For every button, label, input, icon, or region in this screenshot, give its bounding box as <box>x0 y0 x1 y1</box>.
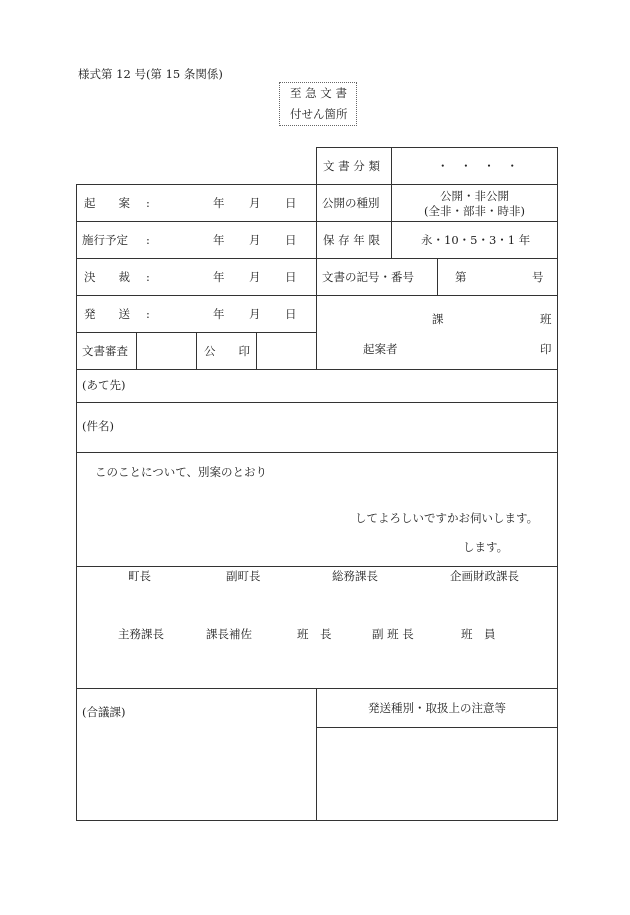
draft-label: 起 案 <box>84 196 130 210</box>
section-label: 課 <box>432 312 444 326</box>
disclosure-value: 公開・非公開 <box>440 189 509 203</box>
day-label: 日 <box>285 270 297 284</box>
approver-responsible-chief: 主務課長 <box>118 627 164 641</box>
year-label: 年 <box>213 307 225 321</box>
body-line-2: してよろしいですかお伺いします。 <box>355 511 539 525</box>
line <box>557 147 558 820</box>
body-line-3: します。 <box>463 540 509 554</box>
year-label: 年 <box>213 196 225 210</box>
line <box>76 402 558 403</box>
line <box>76 184 77 820</box>
classification-label: 文 書 分 類 <box>323 159 380 173</box>
colon: : <box>146 270 150 284</box>
official-seal-label: 公 印 <box>204 344 250 358</box>
line <box>76 820 558 821</box>
line <box>76 369 558 370</box>
approver-deputy-team-leader: 副 班 長 <box>372 627 414 641</box>
line <box>76 452 558 453</box>
line <box>136 332 137 369</box>
disclosure-label: 公開の種別 <box>322 196 380 210</box>
doc-number-suffix: 号 <box>532 270 544 284</box>
line <box>76 221 558 222</box>
line <box>316 147 317 369</box>
day-label: 日 <box>285 233 297 247</box>
day-label: 日 <box>285 307 297 321</box>
day-label: 日 <box>285 196 297 210</box>
approver-mayor: 町長 <box>128 569 151 583</box>
approver-team-member: 班 員 <box>461 627 496 641</box>
urgent-document-tag <box>279 82 357 126</box>
approver-general-affairs-chief: 総務課長 <box>332 569 378 583</box>
urgent-label: 至 急 文 書 <box>290 86 347 100</box>
line <box>76 688 558 689</box>
notes-label: 発送種別・取扱上の注意等 <box>368 701 506 715</box>
decision-label: 決 裁 <box>84 270 130 284</box>
colon: : <box>146 233 150 247</box>
doc-number-prefix: 第 <box>455 270 467 284</box>
colon: : <box>146 196 150 210</box>
classification-value: ・ ・ ・ ・ <box>437 159 522 173</box>
form-number: 様式第 12 号(第 15 条関係) <box>78 67 223 81</box>
drafter-label: 起案者 <box>363 342 398 356</box>
line <box>437 258 438 295</box>
line <box>316 147 558 148</box>
body-line-1: このことについて、別案のとおり <box>95 465 268 479</box>
line <box>76 295 558 296</box>
consultation-label: (合議課) <box>82 705 126 719</box>
approver-planning-finance-chief: 企画財政課長 <box>450 569 519 583</box>
line <box>256 332 257 369</box>
line <box>76 184 558 185</box>
month-label: 月 <box>249 196 261 210</box>
disclosure-detail: (全非・部非・時非) <box>424 204 525 218</box>
doc-number-label: 文書の記号・番号 <box>322 270 414 284</box>
approver-deputy-mayor: 副町長 <box>226 569 261 583</box>
line <box>196 332 197 369</box>
month-label: 月 <box>249 307 261 321</box>
month-label: 月 <box>249 233 261 247</box>
line <box>316 727 558 728</box>
approver-assistant-chief: 課長補佐 <box>206 627 252 641</box>
colon: : <box>146 307 150 321</box>
line <box>76 566 558 567</box>
tag-location-label: 付せん箇所 <box>290 107 348 121</box>
approver-team-leader: 班 長 <box>297 627 332 641</box>
review-label: 文書審査 <box>82 344 128 358</box>
addressee-label: (あて先) <box>82 378 126 392</box>
year-label: 年 <box>213 233 225 247</box>
subject-label: (件名) <box>82 419 114 433</box>
retention-value: 永・10・5・3・1 年 <box>421 233 531 247</box>
dispatch-label: 発 送 <box>84 307 130 321</box>
year-label: 年 <box>213 270 225 284</box>
team-label: 班 <box>540 312 552 326</box>
month-label: 月 <box>249 270 261 284</box>
retention-label: 保 存 年 限 <box>323 233 380 247</box>
enforce-label: 施行予定 <box>82 233 128 247</box>
line <box>76 258 558 259</box>
seal-label: 印 <box>540 342 552 356</box>
